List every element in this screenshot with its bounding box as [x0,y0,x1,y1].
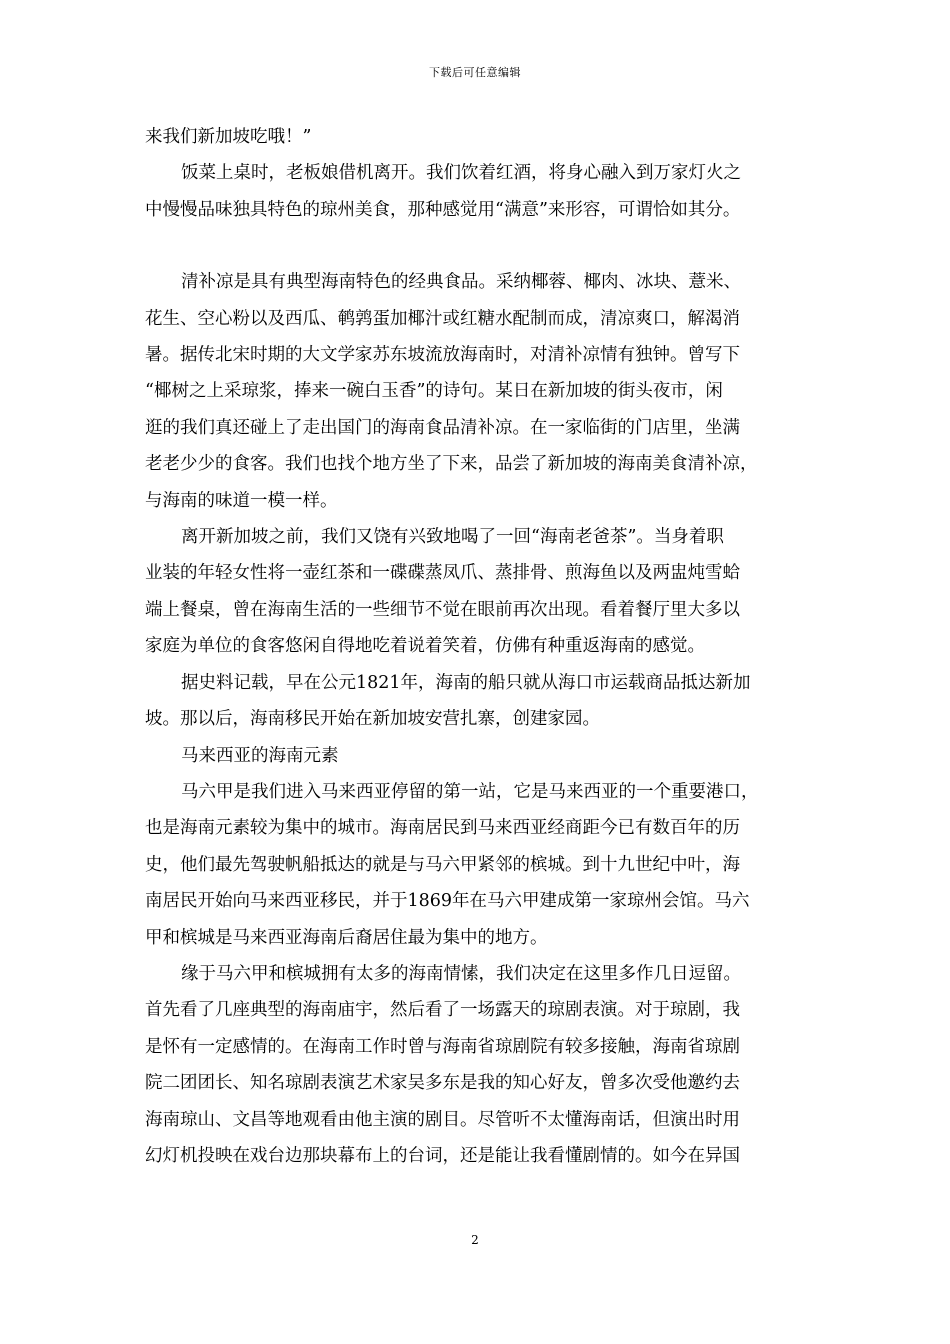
text-line: 逛的我们真还碰上了走出国门的海南食品清补凉。在一家临街的门店里，坐满 [145,417,740,438]
text-line: 坡。那以后，海南移民开始在新加坡安营扎寨，创建家园。 [145,709,600,730]
blank-line [145,228,810,264]
text-line: 饭菜上桌时，老板娘借机离开。我们饮着红酒，将身心融入到万家灯火之 [181,163,741,184]
text-line: 老老少少的食客。我们也找个地方坐了下来，品尝了新加坡的海南美食清补凉， [145,454,758,475]
text-line: 花生、空心粉以及西瓜、鹌鹑蛋加椰汁或红糖水配制而成，清凉爽口，解渴消 [145,308,740,329]
section-heading: 马来西亚的海南元素 [181,745,339,766]
text-line: 中慢慢品味独具特色的琼州美食，那种感觉用“满意”来形容，可谓恰如其分。 [145,199,741,220]
text-line: 清补凉是具有典型海南特色的经典食品。采纳椰蓉、椰肉、冰块、薏米、 [181,272,741,293]
text-line: 家庭为单位的食客悠闲自得地吃着说着笑着，仿佛有种重返海南的感觉。 [145,636,705,657]
text-line: 首先看了几座典型的海南庙宇，然后看了一场露天的琼剧表演。对于琼剧，我 [145,1000,740,1021]
text-line: 甲和槟城是马来西亚海南后裔居住最为集中的地方。 [145,927,548,948]
page-number: 2 [471,1233,479,1247]
text-line: 端上餐桌，曾在海南生活的一些细节不觉在眼前再次出现。看着餐厅里大多以 [145,599,740,620]
text-line: 缘于马六甲和槟城拥有太多的海南情愫，我们决定在这里多作几日逗留。 [181,963,741,984]
text-line: “椰树之上采琼浆，捧来一碗白玉香”的诗句。某日在新加坡的街头夜市，闲 [145,381,723,402]
page-header: 下载后可任意编辑 [429,66,521,79]
text-line: 院二团团长、知名琼剧表演艺术家吴多东是我的知心好友，曾多次受他邀约去 [145,1073,740,1094]
text-line: 海南琼山、文昌等地观看由他主演的剧目。尽管听不太懂海南话，但演出时用 [145,1109,740,1130]
text-line: 来我们新加坡吃哦！” [145,127,312,147]
text-line: 业装的年轻女性将一壶红茶和一碟碟蒸凤爪、蒸排骨、煎海鱼以及两盅炖雪蛤 [145,563,740,584]
text-line: 也是海南元素较为集中的城市。海南居民到马来西亚经商距今已有数百年的历 [145,818,740,839]
text-line: 史，他们最先驾驶帆船抵达的就是与马六甲紧邻的槟城。到十九世纪中叶，海 [145,854,740,875]
text-line: 与海南的味道一模一样。 [145,490,338,511]
text-line: 暑。据传北宋时期的大文学家苏东坡流放海南时，对清补凉情有独钟。曾写下 [145,345,740,366]
text-line: 是怀有一定感情的。在海南工作时曾与海南省琼剧院有较多接触，海南省琼剧 [145,1036,740,1057]
text-line: 南居民开始向马来西亚移民，并于1869年在马六甲建成第一家琼州会馆。马六 [145,891,750,912]
text-line: 离开新加坡之前，我们又饶有兴致地喝了一回“海南老爸茶”。当身着职 [181,527,724,548]
document-body [145,119,810,1174]
text-line: 马六甲是我们进入马来西亚停留的第一站，它是马来西亚的一个重要港口， [181,781,759,802]
text-line: 幻灯机投映在戏台边那块幕布上的台词，还是能让我看懂剧情的。如今在异国 [145,1145,740,1166]
text-line: 据史料记载，早在公元1821年，海南的船只就从海口市运载商品抵达新加 [181,672,751,693]
